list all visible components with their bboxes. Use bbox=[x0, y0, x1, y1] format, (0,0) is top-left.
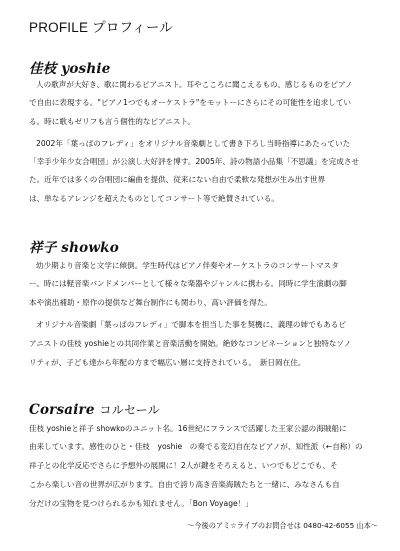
section-heading-yoshie: 佳枝 yoshie bbox=[29, 61, 111, 77]
bio-line: で自由に表現する。"ピアノ1つでもオーケストラ"をモットーにさらにその可能性を追求してい bbox=[29, 98, 352, 107]
bio-line: アニストの佳枝 yoshieとの共同作業と音楽活動を開始。絶妙なコンビネーションと独特なソノ bbox=[29, 339, 352, 348]
bio-line: リティが、子ども達から年配の方まで幅広い層に支持されている。 新日岡在住。 bbox=[29, 358, 306, 367]
section-heading-corsaire bbox=[29, 401, 160, 418]
page-title: PROFILE プロフィール bbox=[29, 20, 173, 35]
bio-line: こから楽しい音の世界が広がります。自由で誇り高き音楽海賊たちと一緒に、みなさんも自 bbox=[29, 480, 340, 489]
bio-line: は、単なるアレンジを超えたものとしてコンサート等で絶賛されている。 bbox=[29, 194, 279, 203]
bio-line: 祥子との化学反応でさらに予想外の展開に！2人が鍵をそろえると、いつでもどこでも、そ bbox=[29, 461, 338, 470]
bio-line: 人の歌声が大好き、歌に関わるピアニスト。耳やこころに聞こえるもの、感じるものをピアノ bbox=[36, 80, 353, 89]
bio-line: 由来しています。感性のひと・佳枝 yoshie の奏でる変幻自在なピアノが、知性派（←自称）の bbox=[29, 442, 363, 451]
bio-line: る。時に歌もゼリフも言う個性的なピアニスト。 bbox=[29, 117, 195, 126]
bio-line: た。近年では多くの合唱団に編曲を提供、従来にない自由で柔軟な発想が生み出す世界 bbox=[29, 175, 326, 184]
bio-line: 分だけの宝物を見つけられるかも知れません。「Bon Voyage！」 bbox=[29, 499, 253, 508]
bio-line: 2002年「葉っぱのフレディ」をオリジナル音楽劇として書き下ろし当時指導にあたっていた bbox=[36, 139, 351, 148]
contact-footer: 〜今後のアミ☆ライブのお問合せは 0480-42-6055 山本〜 bbox=[187, 521, 378, 530]
bio-line: ー、時には軽音楽バンドメンバーとして様々な楽器やジャンルに携わる。同時に学生演劇の脚 bbox=[29, 279, 347, 288]
unit-name-latin: Corsaire bbox=[29, 402, 95, 418]
bio-line: 幼少期より音楽と文学に傾倒。学生時代はピアノ伴奏やオーケストラのコンサートマスタ bbox=[36, 261, 339, 270]
bio-line: 本や演出補助・原作の提供など舞台制作にも関わり、高い評価を得た。 bbox=[29, 298, 272, 307]
bio-line: 佳枝 yoshieと祥子 showkoのユニット名。16世紀にフランスで活躍した王家公認の海賊船に bbox=[29, 424, 347, 433]
unit-name-katakana: コルセール bbox=[99, 403, 160, 417]
bio-line: 「幸手少年少女合唱団」が公演し大好評を博す。2005年、詩の物語小品集「不思議」を完成させ bbox=[29, 157, 360, 166]
section-heading-showko: 祥子 showko bbox=[29, 240, 119, 256]
bio-line: オリジナル音楽劇「葉っぱのフレディ」で脚本を担当した事を契機に、義理の姉でもあるピ bbox=[36, 320, 347, 329]
